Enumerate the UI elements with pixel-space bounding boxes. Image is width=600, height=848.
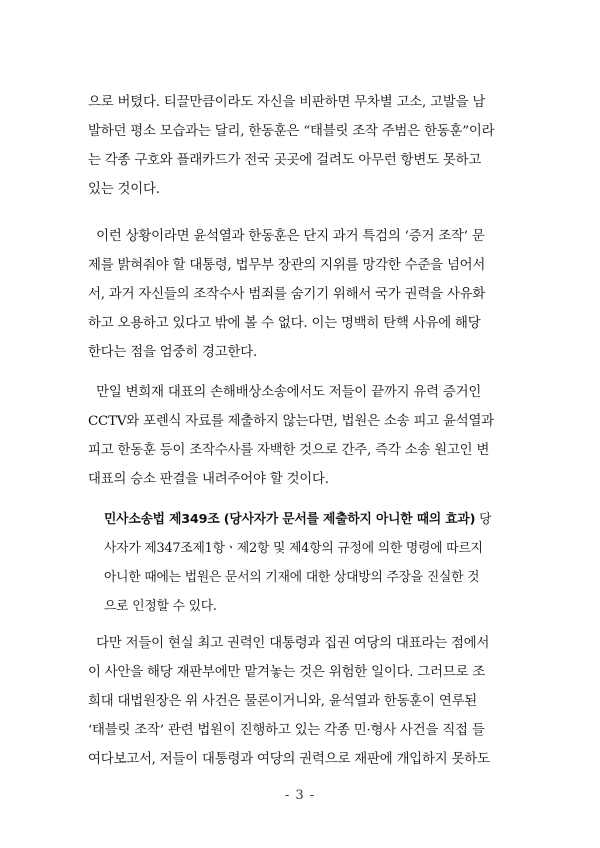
text-line: 희대 대법원장은 위 사건은 물론이거니와, 윤석열과 한동훈이 연루된 — [88, 694, 478, 709]
text-line: 서, 과거 자신들의 조작수사 범죄를 숨기기 위해서 국가 권력을 사유화 — [88, 287, 486, 302]
text-line: 제를 밝혀줘야 할 대통령, 법무부 장관의 지위를 망각한 수준을 넘어서 — [88, 258, 486, 273]
law-quote-title-line — [104, 505, 514, 534]
text-line: 아니한 때에는 법원은 문서의 기재에 대한 상대방의 주장을 진실한 것 — [104, 570, 480, 585]
text-line: CCTV와 포렌식 자료를 제출하지 않는다면, 법원은 소송 피고 윤석열과 — [88, 414, 494, 429]
paragraph-3 — [88, 378, 518, 494]
text-line: 발하던 평소 모습과는 달리, 한동훈은 “태블릿 조작 주범은 한동훈”이라 — [88, 124, 495, 139]
text-line: ‘태블릿 조작’ 관련 법원이 진행하고 있는 각종 민·형사 사건을 직접 들 — [88, 723, 485, 738]
paragraph-2 — [88, 222, 518, 367]
paragraph-5 — [88, 629, 518, 774]
law-quote-block — [104, 505, 514, 621]
text-line: 는 각종 구호와 플래카드가 전국 곳곳에 걸려도 아무런 항변도 못하고 — [88, 153, 482, 168]
text-line: 으로 인정할 수 있다. — [104, 599, 217, 614]
text-line: 피고 한동훈 등이 조작수사를 자백한 것으로 간주, 즉각 소송 원고인 변 — [88, 443, 490, 458]
text-line: 만일 변희재 대표의 손해배상소송에서도 저들이 끝까지 유력 증거인 — [88, 385, 482, 400]
text-line: 이런 상황이라면 윤석열과 한동훈은 단지 과거 특검의 ‘증거 조작’ 문 — [88, 229, 485, 244]
text-line: 이 사안을 해당 재판부에만 맡겨놓는 것은 위험한 일이다. 그러므로 조 — [88, 665, 486, 680]
text-line: 사자가 제347조제1항ㆍ제2항 및 제4항의 규정에 의한 명령에 따르지 — [104, 541, 483, 556]
text-line: 하고 오용하고 있다고 밖에 볼 수 없다. 이는 명백히 탄핵 사유에 해당 — [88, 316, 481, 331]
text-line: 있는 것이다. — [88, 182, 160, 197]
page-number: - 3 - — [284, 788, 316, 803]
paragraph-1 — [88, 88, 518, 204]
text-line: 으로 버텼다. 티끌만큼이라도 자신을 비판하면 무차별 고소, 고발을 남 — [88, 95, 486, 110]
text-line: 여다보고서, 저들이 대통령과 여당의 권력으로 재판에 개입하지 못하도 — [88, 752, 490, 767]
text-line: 대표의 승소 판결을 내려주어야 할 것이다. — [88, 472, 329, 487]
law-quote-title-tail: 당 — [475, 512, 492, 527]
text-line: 다만 저들이 현실 최고 권력인 대통령과 집권 여당의 대표라는 점에서 — [88, 636, 490, 651]
law-quote-title: 민사소송법 제349조 (당사자가 문서를 제출하지 아니한 때의 효과) — [104, 512, 476, 527]
text-line: 한다는 점을 엄중히 경고한다. — [88, 345, 258, 360]
